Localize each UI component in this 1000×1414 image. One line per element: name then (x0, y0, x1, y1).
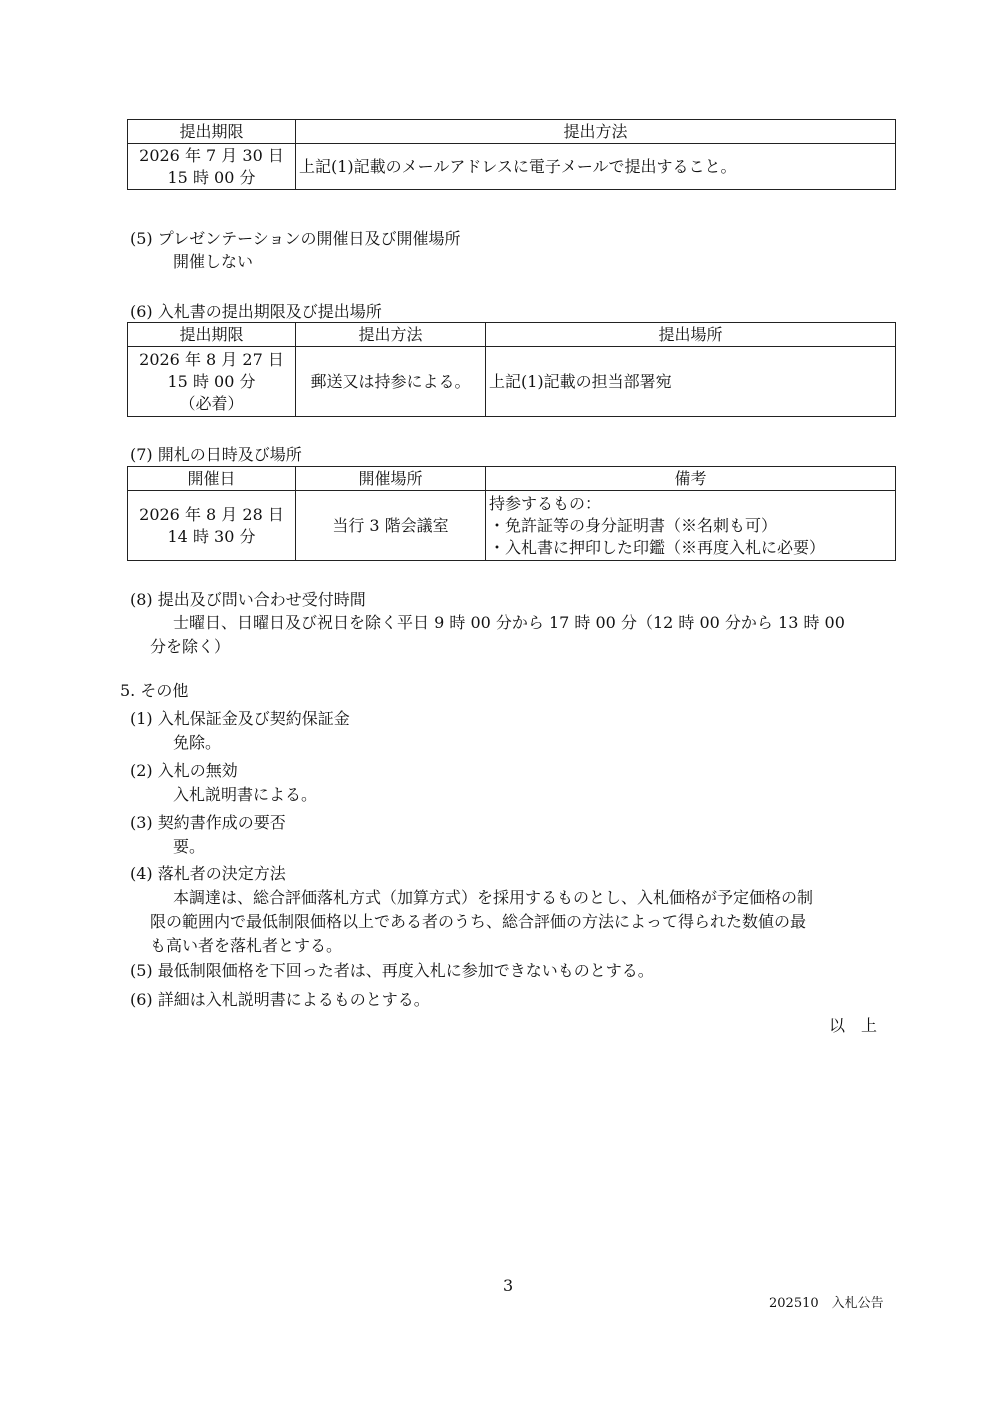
header-place: 開催場所 (296, 467, 486, 491)
body-line: も高い者を落札者とする。 (150, 936, 343, 955)
header-method: 提出方法 (296, 323, 486, 347)
page-number: 3 (503, 1276, 514, 1295)
other-item-6: (6) 詳細は入札説明書によるものとする。 (130, 990, 430, 1009)
notes-line: ・免許証等の身分証明書（※名刺も可） (489, 515, 778, 535)
submission-table-1 (127, 119, 896, 190)
other-item-3-heading: (3) 契約書作成の要否 (130, 813, 286, 832)
opening-table (127, 466, 896, 561)
opening-date: 2026 年 8 月 28 日 (139, 504, 284, 524)
section-6-heading: (6) 入札書の提出期限及び提出場所 (130, 302, 382, 321)
method-cell: 上記(1)記載のメールアドレスに電子メールで提出すること。 (296, 144, 896, 190)
other-item-2-heading: (2) 入札の無効 (130, 761, 238, 780)
body-line: 本調達は、総合評価落札方式（加算方式）を採用するものとし、入札価格が予定価格の制 (173, 888, 814, 907)
section-5-body: 開催しない (173, 252, 254, 271)
opening-time: 14 時 30 分 (167, 526, 256, 546)
other-item-3-body: 要。 (173, 837, 206, 856)
deadline-note: （必着） (179, 393, 244, 413)
header-date: 開催日 (128, 467, 296, 491)
deadline-cell (128, 347, 296, 417)
other-item-2-body: 入札説明書による。 (173, 785, 318, 804)
section-7-heading: (7) 開札の日時及び場所 (130, 445, 302, 464)
date-cell (128, 491, 296, 561)
other-heading: 5. その他 (120, 681, 189, 700)
deadline-date: 2026 年 8 月 27 日 (139, 349, 284, 369)
header-method: 提出方法 (296, 120, 896, 144)
deadline-cell (128, 144, 296, 190)
place-cell: 当行 3 階会議室 (296, 491, 486, 561)
other-item-5: (5) 最低制限価格を下回った者は、再度入札に参加できないものとする。 (130, 961, 654, 980)
header-deadline: 提出期限 (128, 323, 296, 347)
header-place: 提出場所 (486, 323, 896, 347)
section-8-body (150, 611, 845, 659)
header-notes: 備考 (486, 467, 896, 491)
notes-line: ・入札書に押印した印鑑（※再度入札に必要） (489, 537, 826, 557)
notes-line: 持参するもの： (489, 493, 602, 513)
bid-submission-table (127, 322, 896, 417)
body-line: 士曜日、日曜日及び祝日を除く平日 9 時 00 分から 17 時 00 分（12 時 00 分から 13 時 00 (173, 613, 845, 632)
deadline-date: 2026 年 7 月 30 日 (139, 145, 284, 165)
other-item-4-body (150, 886, 813, 958)
deadline-time: 15 時 00 分 (167, 167, 256, 187)
other-item-1-body: 免除。 (173, 733, 222, 752)
header-deadline: 提出期限 (128, 120, 296, 144)
place-cell: 上記(1)記載の担当部署宛 (486, 347, 896, 417)
other-item-1-heading: (1) 入札保証金及び契約保証金 (130, 709, 350, 728)
section-5-heading: (5) プレゼンテーションの開催日及び開催場所 (130, 229, 461, 248)
deadline-time: 15 時 00 分 (167, 371, 256, 391)
document-id: 202510 入札公告 (769, 1296, 884, 1311)
other-item-4-heading: (4) 落札者の決定方法 (130, 864, 286, 883)
body-line: 限の範囲内で最低制限価格以上である者のうち、総合評価の方法によって得られた数値の最 (150, 912, 807, 931)
body-line: 分を除く） (150, 637, 231, 656)
section-8-heading: (8) 提出及び問い合わせ受付時間 (130, 590, 366, 609)
closing-mark: 以 上 (829, 1016, 878, 1035)
method-cell: 郵送又は持参による。 (296, 347, 486, 417)
notes-cell (486, 491, 896, 561)
